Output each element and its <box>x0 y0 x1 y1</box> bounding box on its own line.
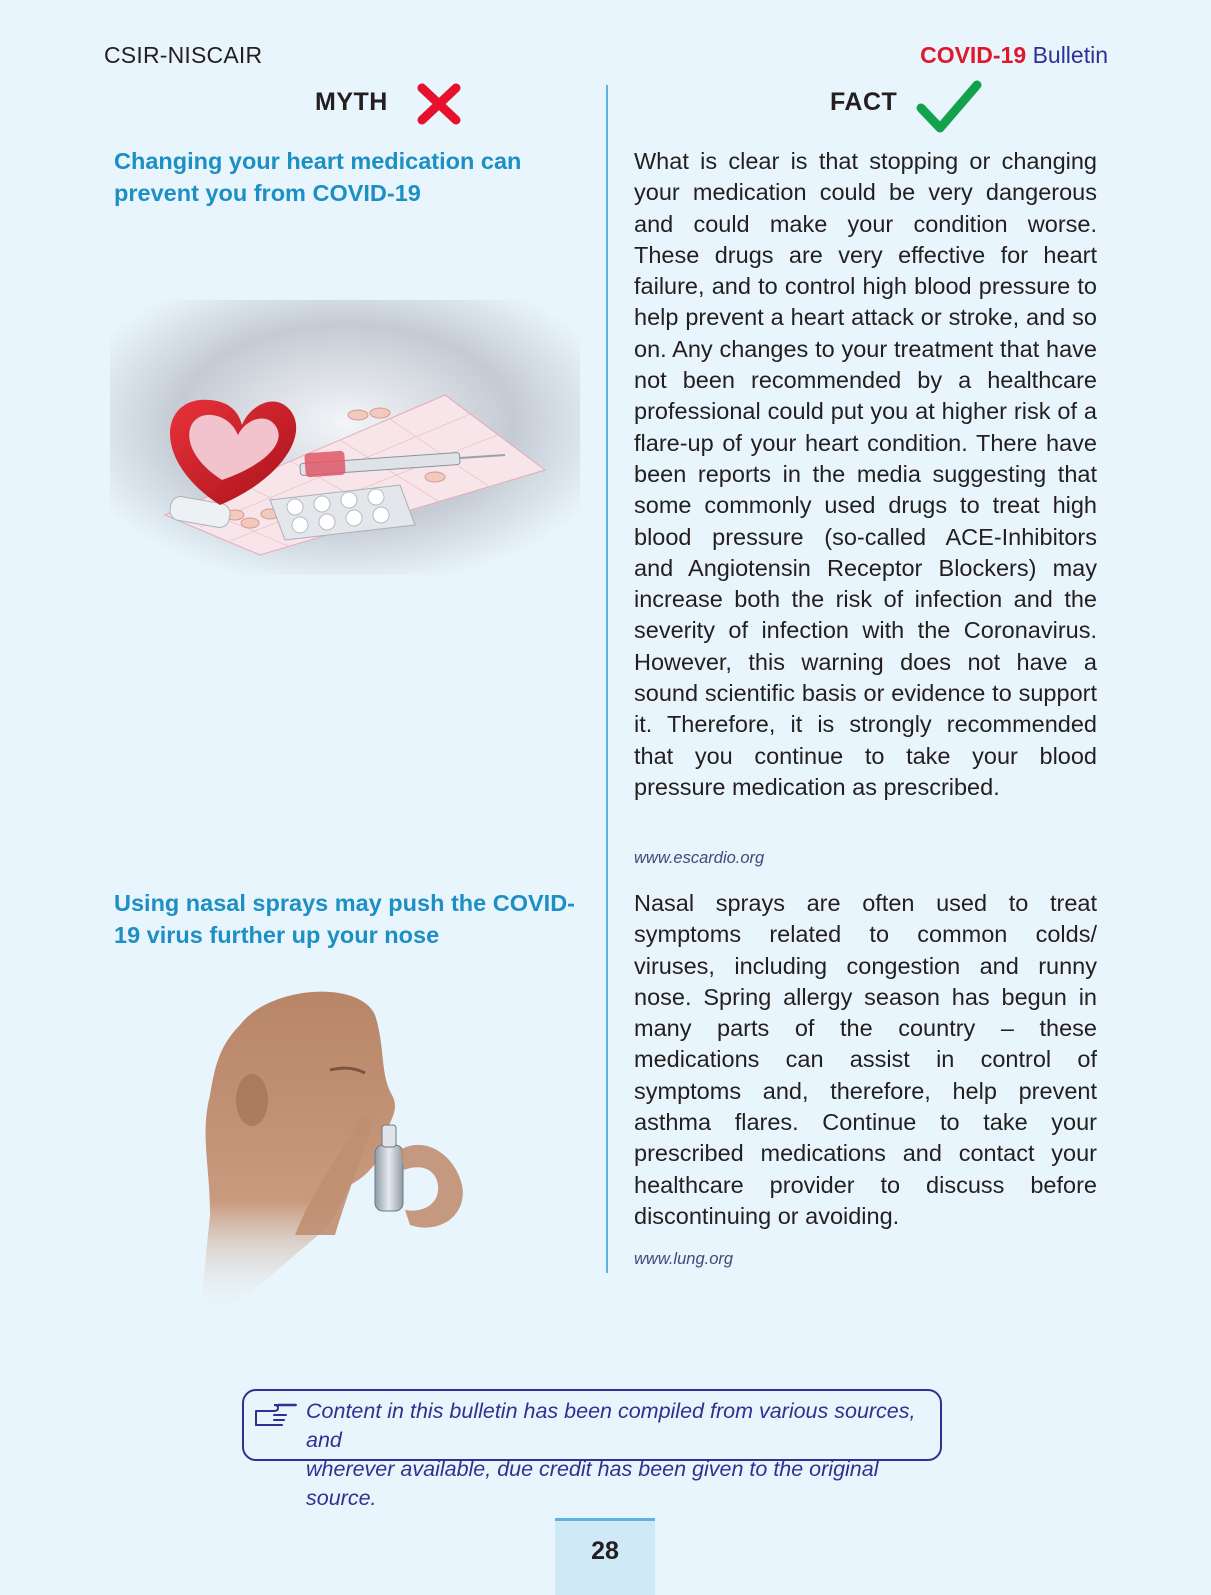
fact-2-text: Nasal sprays are often used to treat symptoms related to common colds/ viruses, including congestion and runny nose. Spring allergy season has begun in many parts of the country – these medications can assist in control of symptoms and, therefore, help prevent asthma flares. Continue to take your prescribed medications and contact your healthcare provider to discuss before discontinuing or avoiding. <box>634 890 1097 1229</box>
fact-label: FACT <box>830 88 898 116</box>
myth-1-text: Changing your heart medication can prevent you from COVID-19 <box>114 148 522 206</box>
heart-medication-image <box>110 300 580 575</box>
pointing-hand-icon <box>252 1401 298 1431</box>
disclaimer-line-1: Content in this bulletin has been compiled from various sources, and <box>306 1399 916 1452</box>
checkmark-icon <box>916 78 982 136</box>
disclaimer-line-2: wherever available, due credit has been given to the original source. <box>306 1457 879 1510</box>
cross-icon <box>416 82 462 126</box>
fact-heading <box>830 88 897 117</box>
header-org: CSIR-NISCAIR <box>104 42 263 68</box>
disclaimer-box <box>242 1389 942 1510</box>
fact-1-text: What is clear is that stopping or changing your medication could be very dangerous and could make your condition worse. These drugs are very effective for heart failure, and to control high blood pressure to help prevent a heart attack or stroke, and so on. Any changes to your treatment that have not been recommended by a healthcare professional could put you at higher risk of a flare-up of your heart condition. There have been reports in the media suggesting that some commonly used drugs to treat high blood pressure (so-called ACE-Inhibitors and Angiotensin Receptor Blockers) may increase both the risk of infection and the severity of infection with the Coronavirus. However, this warning does not have a sound scientific basis or evidence to support it. Therefore, it is strongly recommended that you continue to take your blood pressure medication as prescribed. <box>634 148 1097 800</box>
column-divider <box>606 85 608 1273</box>
fact-1-source: www.escardio.org <box>634 849 765 867</box>
bulletin-title-covid: COVID-19 <box>920 42 1027 68</box>
page-number: 28 <box>555 1518 655 1595</box>
myth-heading <box>315 88 388 117</box>
bulletin-title-word: Bulletin <box>1032 42 1108 68</box>
nasal-spray-image <box>200 985 520 1315</box>
myth-2-text: Using nasal sprays may push the COVID-19 virus further up your nose <box>114 890 575 948</box>
fact-2-source: www.lung.org <box>634 1250 734 1268</box>
myth-label: MYTH <box>315 88 388 116</box>
header-bulletin-title <box>920 42 1108 69</box>
